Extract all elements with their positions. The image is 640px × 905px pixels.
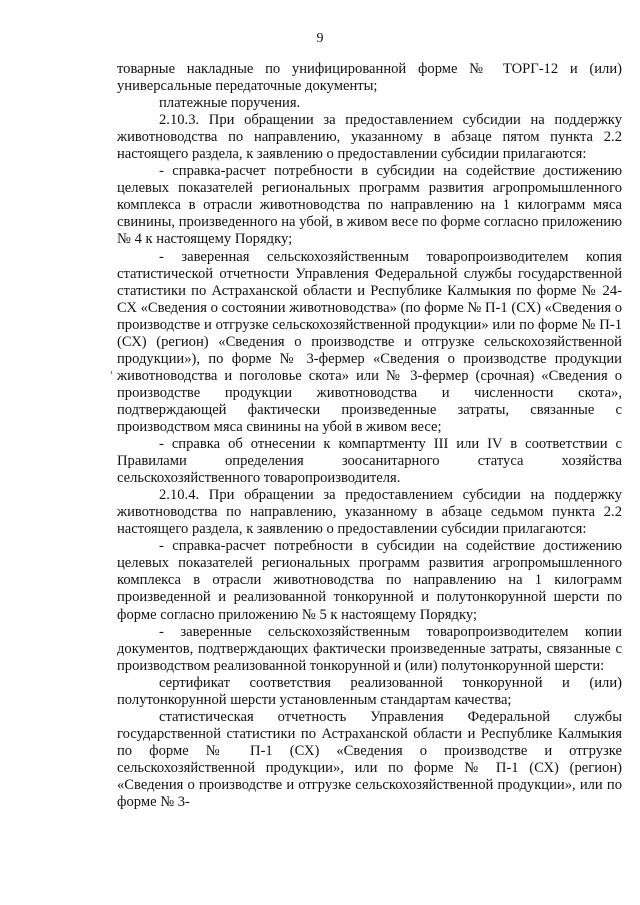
document-body (117, 61, 622, 811)
paragraph-3: 2.10.3. При обращении за предоставлением субсидии на поддержку животноводства по направлению, указанному в абзаце пятом пункта 2.2 настоящего раздела, к заявлению о предоставлении субсидии прилагаются: (117, 112, 622, 163)
paragraph-9: - заверенные сельскохозяйственным товаропроизводителем копии документов, подтверждающих фактически произведенные затраты, связанные с производством реализованной тонкорунной и (или) полутонкорунной шерсти: (117, 623, 622, 674)
paragraph-1: товарные накладные по унифицированной форме № ТОРГ-12 и (или) универсальные передаточные документы; (117, 61, 622, 95)
paragraph-4: - справка-расчет потребности в субсидии на содействие достижению целевых показателей региональных программ развития агропромышленного комплекса в отрасли животноводства по направлению на 1 килограмм мяса свинины, произведенного на убой, в живом весе по форме согласно приложению № 4 к настоящему Порядку; (117, 163, 622, 248)
paragraph-5: - заверенная сельскохозяйственным товаропроизводителем копия статистической отчетности Управления Федеральной службы государственной статистики по Астраханской области и Республике Калмыкия по форме № 24-СХ «Сведения о состоянии животноводства» (по форме № П-1 (СХ) «Сведения о производстве и отгрузке сельскохозяйственной продукции» или по форме № П-1 (СХ) (регион) «Сведения о производстве и отгрузке сельскохозяйственной продукции»), по форме № 3-фермер «Сведения о производстве продукции животноводства и поголовье скота» или № 3-фермер (срочная) «Сведения о производстве продукции животноводства и численности скота», подтверждающей фактически произведенные затраты, связанные с производством мяса свинины на убой в живом весе; (117, 248, 622, 435)
page-number: 9 (316, 31, 324, 46)
paragraph-10: сертификат соответствия реализованной тонкорунной и (или) полутонкорунной шерсти установленным стандартам качества; (117, 674, 622, 708)
paragraph-6: - справка об отнесении к компартменту III или IV в соответствии с Правилами определения зоосанитарного статуса хозяйства сельскохозяйственного товаропроизводителя. (117, 436, 622, 487)
paragraph-11: статистическая отчетность Управления Федеральной службы государственной статистики по Астраханской области и Республике Калмыкия по форме № П-1 (СХ) «Сведения о производстве и отгрузке сельскохозяйственной продукции», или по форме № П-1 (СХ) (регион) «Сведения о производстве и отгрузке сельскохозяйственной продукции», или по форме № 3- (117, 708, 622, 811)
paragraph-7: 2.10.4. При обращении за предоставлением субсидии на поддержку животноводства по направлению, указанному в абзаце седьмом пункта 2.2 настоящего раздела, к заявлению о предоставлении субсидии прилагаются: (117, 487, 622, 538)
paragraph-2: платежные поручения. (159, 95, 301, 112)
paragraph-8: - справка-расчет потребности в субсидии на содействие достижению целевых показателей региональных программ развития агропромышленного комплекса в отрасли животноводства по направлению на 1 килограмм произведенной и реализованной тонкорунной и полутонкорунной шерсти по форме согласно приложению № 5 к настоящему Порядку; (117, 538, 622, 623)
margin-mark (111, 371, 112, 374)
